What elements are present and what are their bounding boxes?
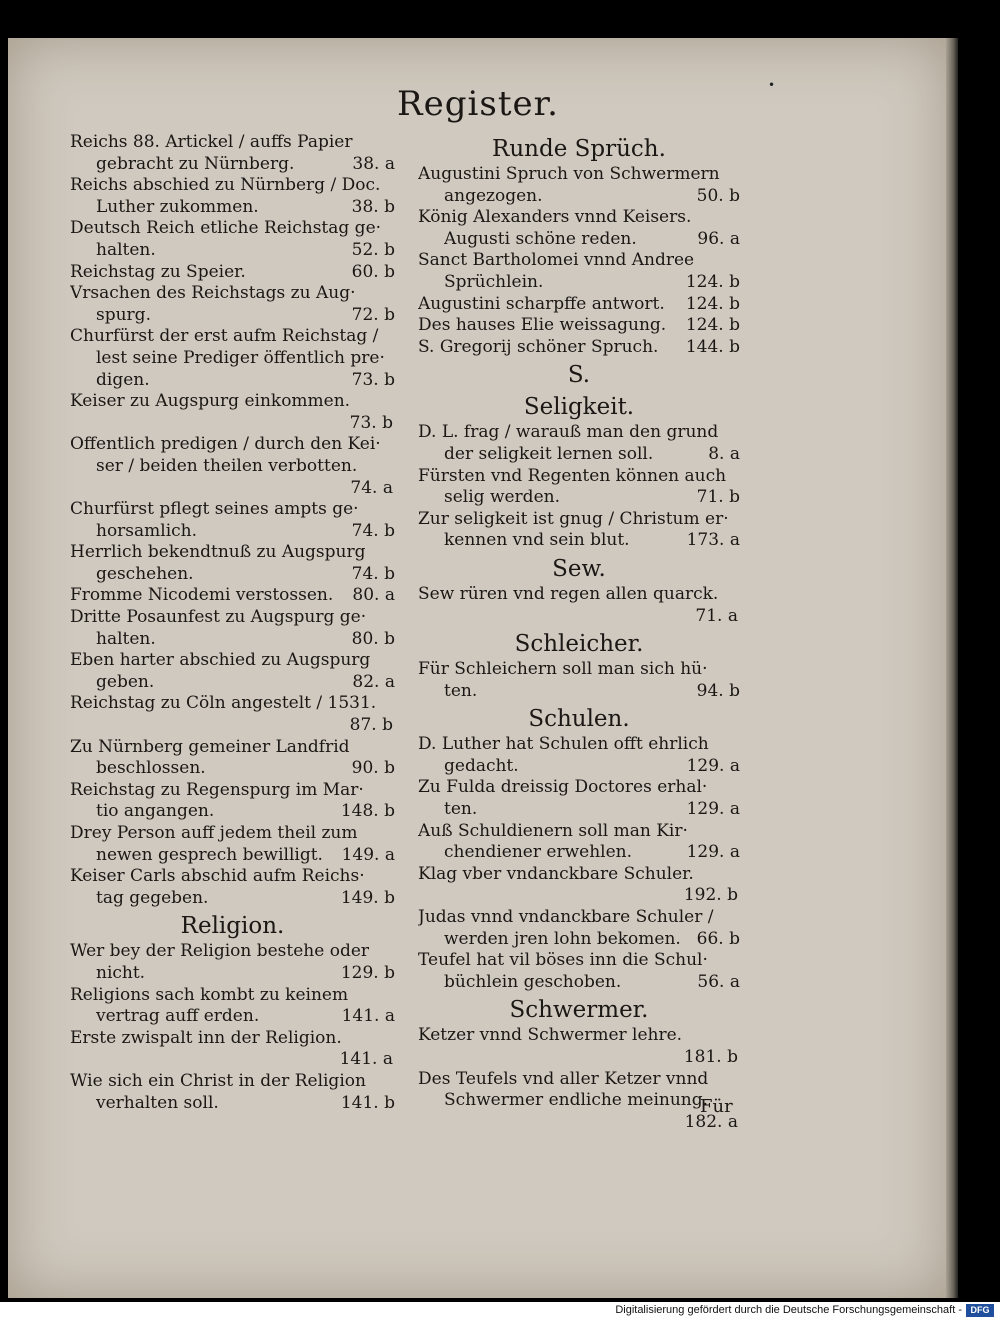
page-reference: 71. b — [696, 487, 740, 508]
register-entry — [418, 1025, 740, 1068]
entry-text: Sew rüren vnd regen allen quarck. — [418, 583, 719, 604]
register-entry — [70, 650, 395, 693]
page-reference: 80. a — [352, 585, 395, 606]
entry-text: König Alexanders vnnd Keisers. — [418, 207, 692, 228]
entry-line — [70, 585, 395, 607]
register-entry — [418, 821, 740, 864]
section-heading: Runde Sprüch. — [492, 136, 666, 162]
entry-line — [418, 229, 740, 251]
entry-line — [70, 370, 395, 392]
page-reference: 148. b — [340, 801, 395, 822]
entry-text: Reichstag zu Regenspurg im Mar· — [70, 779, 364, 800]
entry-text: Schwermer endliche meinung. — [444, 1090, 709, 1111]
entry-text: Herrlich bekendtnuß zu Augspurg — [70, 542, 366, 563]
page-reference: 96. a — [697, 228, 740, 249]
entry-line — [70, 1006, 395, 1028]
entry-text: Ketzer vnnd Schwermer lehre. — [418, 1025, 683, 1046]
entry-text: ten. — [444, 680, 478, 701]
entry-text: Drey Person auff jedem theil zum — [70, 823, 358, 843]
entry-text: spurg. — [96, 304, 151, 325]
entry-text: Religions sach kombt zu keinem — [70, 984, 349, 1005]
register-entry — [418, 250, 740, 293]
register-entry — [418, 509, 740, 552]
entry-text: tag gegeben. — [96, 887, 209, 908]
entry-line — [418, 842, 740, 864]
section-heading: Schleicher. — [514, 631, 644, 658]
register-entry — [70, 737, 395, 780]
register-entry — [70, 823, 395, 866]
page-reference: 94. b — [696, 680, 740, 701]
page-reference: 141. b — [340, 1092, 395, 1113]
register-entry — [418, 466, 740, 509]
register-entry — [418, 315, 740, 337]
page-title: Register. — [397, 84, 559, 124]
entry-text: Offentlich predigen / durch den Kei· — [70, 434, 381, 455]
register-entry — [70, 607, 395, 650]
page-reference: 129. b — [340, 962, 395, 983]
entry-text: gedacht. — [444, 755, 519, 776]
entry-line — [418, 337, 740, 359]
register-entry — [418, 734, 740, 777]
page-reference: 129. a — [686, 755, 740, 776]
page-reference: 192. b — [683, 885, 738, 906]
register-entry — [70, 262, 395, 284]
page-reference: 144. b — [685, 336, 740, 357]
page-reference: 60. b — [351, 261, 395, 282]
entry-text: Für Schleichern soll man sich hü· — [418, 659, 708, 680]
entry-text: Fürsten vnd Regenten können auch — [418, 465, 727, 486]
entry-text: kennen vnd sein blut. — [444, 530, 630, 551]
entry-text: Eben harter abschied zu Augspurg — [70, 650, 371, 671]
page-reference: 90. b — [351, 758, 395, 779]
entry-text: ser / beiden theilen verbotten. — [96, 455, 358, 476]
entry-text: Keiser Carls abschid aufm Reichs· — [70, 866, 365, 887]
entry-text: Sanct Bartholomei vnnd Andree — [418, 250, 695, 271]
entry-text: Reichs abschied zu Nürnberg / Doc. — [70, 175, 381, 196]
register-entry — [418, 1069, 740, 1134]
entry-line — [70, 758, 395, 780]
entry-line — [70, 888, 395, 910]
entry-text: Judas vnnd vndanckbare Schuler / — [418, 907, 714, 928]
page-reference: 181. b — [683, 1047, 738, 1067]
entry-line — [70, 564, 395, 586]
page-reference: 87. b — [349, 715, 393, 736]
page-reference: 149. b — [340, 887, 395, 908]
entry-text: Des hauses Elie weissagung. — [418, 315, 667, 336]
entry-text: Dritte Posaunfest zu Augspurg ge· — [70, 607, 367, 628]
entry-text: digen. — [96, 369, 150, 390]
entry-line — [418, 444, 740, 466]
register-entry — [70, 175, 395, 218]
entry-text: lest seine Prediger öffentlich pre· — [96, 347, 385, 368]
register-entry — [418, 907, 740, 950]
catchword: Für — [700, 1096, 733, 1117]
register-entry — [70, 499, 395, 542]
page-reference: 72. b — [351, 304, 395, 325]
entry-text: Sprüchlein. — [444, 271, 544, 292]
register-entry — [418, 950, 740, 993]
entry-text: horsamlich. — [96, 520, 198, 541]
entry-text: werden jren lohn bekomen. — [444, 928, 681, 949]
entry-line — [70, 963, 395, 985]
entry-text: D. L. frag / warauß man den grund — [418, 422, 719, 443]
entry-text: ten. — [444, 799, 478, 820]
entry-text: nicht. — [96, 962, 146, 983]
entry-text: Zu Fulda dreissig Doctores erhal· — [418, 777, 708, 798]
section-heading: Sew. — [552, 555, 606, 582]
register-column-right — [418, 132, 740, 1133]
section-heading: Schulen. — [528, 706, 630, 733]
register-entry — [70, 132, 395, 175]
entry-text: Reichs 88. Artickel / auffs Papier — [70, 132, 353, 152]
entry-text: chendiener erwehlen. — [444, 842, 632, 863]
entry-text: Keiser zu Augspurg einkommen. — [70, 391, 351, 412]
entry-line — [418, 272, 740, 294]
entry-line — [418, 756, 740, 778]
entry-line — [418, 530, 740, 552]
entry-text: Fromme Nicodemi verstossen. — [70, 585, 334, 606]
register-entry — [70, 434, 395, 499]
entry-text: Teufel hat vil böses inn die Schul· — [418, 950, 708, 971]
register-entry — [418, 584, 740, 627]
register-entry — [70, 985, 395, 1028]
entry-text: Klag vber vndanckbare Schuler. — [418, 863, 694, 884]
page-reference: 56. a — [697, 971, 740, 992]
entry-line — [70, 629, 395, 651]
digitization-footer — [0, 1302, 1000, 1320]
entry-text: Augustini Spruch von Schwermern — [418, 164, 720, 184]
register-entry — [70, 1071, 395, 1114]
entry-line — [418, 799, 740, 821]
entry-line — [70, 521, 395, 543]
entry-line — [70, 197, 395, 219]
register-entry — [418, 337, 740, 359]
entry-line — [418, 972, 740, 994]
page-reference: 74. a — [350, 477, 393, 498]
page-reference: 38. b — [351, 196, 395, 217]
entry-text: halten. — [96, 239, 156, 260]
entry-text: halten. — [96, 628, 156, 649]
page-mark: • — [768, 78, 776, 92]
register-entry — [418, 207, 740, 250]
register-entry — [70, 693, 395, 736]
page-reference: 80. b — [351, 628, 395, 649]
entry-line — [418, 929, 740, 951]
entry-text: Vrsachen des Reichstags zu Aug· — [70, 283, 356, 304]
register-entry — [418, 164, 740, 207]
entry-line — [70, 305, 395, 327]
entry-line — [70, 845, 395, 867]
page-reference: 74. b — [351, 563, 395, 584]
page-reference: 71. a — [695, 605, 738, 626]
entry-text: beschlossen. — [96, 758, 206, 779]
page-reference: 73. b — [349, 412, 393, 433]
register-entry — [70, 218, 395, 261]
entry-text: Zu Nürnberg gemeiner Landfrid — [70, 736, 350, 757]
page-reference: 38. a — [352, 153, 395, 174]
register-entry — [418, 777, 740, 820]
page-reference: 173. a — [686, 530, 740, 551]
register-entry — [70, 941, 395, 984]
entry-text: selig werden. — [444, 487, 560, 508]
entry-text: Reichstag zu Cöln angestelt / 1531. — [70, 693, 377, 714]
section-heading: Schwermer. — [509, 997, 649, 1024]
entry-text: Des Teufels vnd aller Ketzer vnnd — [418, 1068, 709, 1089]
register-entry — [70, 326, 395, 391]
entry-text: geschehen. — [96, 563, 194, 584]
entry-line — [418, 186, 740, 208]
page-reference: 52. b — [351, 239, 395, 260]
page-reference: 124. b — [685, 271, 740, 292]
entry-line — [418, 294, 740, 316]
entry-line — [418, 487, 740, 509]
entry-text: verhalten soll. — [96, 1092, 219, 1113]
entry-line — [70, 672, 395, 694]
register-entry — [70, 780, 395, 823]
entry-text: newen gesprech bewilligt. — [96, 844, 323, 865]
entry-text: tio angangen. — [96, 801, 215, 822]
entry-line — [70, 154, 395, 176]
register-column-left — [70, 132, 395, 1114]
register-entry — [70, 391, 395, 434]
entry-text: Augustini scharpffe antwort. — [418, 293, 665, 314]
register-entry — [70, 542, 395, 585]
entry-text: Erste zwispalt inn der Religion. — [70, 1027, 342, 1048]
entry-text: vertrag auff erden. — [96, 1006, 260, 1027]
register-entry — [70, 866, 395, 909]
section-heading: Seligkeit. — [523, 394, 635, 421]
page-reference: 50. b — [696, 185, 740, 206]
register-entry — [418, 422, 740, 465]
entry-line — [418, 315, 740, 337]
page-reference: 124. b — [685, 315, 740, 336]
section-heading: S. — [567, 362, 591, 389]
entry-text: Wer bey der Religion bestehe oder — [70, 941, 370, 962]
register-entry — [70, 283, 395, 326]
entry-text: Zur seligkeit ist gnug / Christum er· — [418, 508, 729, 529]
page-reference: 124. b — [685, 293, 740, 314]
page-reference: 8. a — [708, 443, 740, 464]
entry-line — [70, 1093, 395, 1115]
entry-text: Churfürst der erst aufm Reichstag / — [70, 326, 379, 347]
entry-text: S. Gregorij schöner Spruch. — [418, 336, 659, 357]
dfg-logo: DFG — [966, 1304, 994, 1317]
page-reference: 82. a — [352, 671, 395, 692]
page-reference: 73. b — [351, 369, 395, 390]
page-edge — [946, 38, 958, 1298]
entry-text: Wie sich ein Christ in der Religion — [70, 1070, 366, 1091]
page-reference: 149. a — [341, 844, 395, 865]
register-entry — [418, 294, 740, 316]
entry-line — [70, 262, 395, 284]
page-reference: 66. b — [696, 928, 740, 949]
page-reference: 129. a — [686, 799, 740, 820]
page-reference: 182. a — [684, 1111, 738, 1132]
page-reference: 129. a — [686, 842, 740, 863]
section-heading: Religion. — [180, 913, 285, 940]
entry-text: angezogen. — [444, 185, 543, 206]
entry-text: Auß Schuldienern soll man Kir· — [418, 820, 688, 841]
register-entry — [418, 659, 740, 702]
entry-text: Deutsch Reich etliche Reichstag ge· — [70, 218, 382, 239]
entry-text: geben. — [96, 671, 155, 692]
register-entry — [70, 1028, 395, 1071]
entry-line — [70, 801, 395, 823]
footer-credit: Digitalisierung gefördert durch die Deutsche Forschungsgemeinschaft - — [615, 1304, 962, 1316]
page-reference: 141. a — [341, 1006, 395, 1027]
register-entry — [70, 585, 395, 607]
entry-text: der seligkeit lernen soll. — [444, 443, 654, 464]
entry-line — [418, 681, 740, 703]
entry-text: Luther zukommen. — [96, 196, 259, 217]
page-reference: 74. b — [351, 520, 395, 541]
register-entry — [418, 864, 740, 907]
entry-text: gebracht zu Nürnberg. — [96, 153, 295, 174]
entry-text: Augusti schöne reden. — [444, 228, 637, 249]
page-reference: 141. a — [339, 1049, 393, 1070]
entry-text: büchlein geschoben. — [444, 971, 622, 992]
entry-text: Reichstag zu Speier. — [70, 261, 246, 282]
entry-text: Churfürst pflegt seines ampts ge· — [70, 499, 359, 520]
entry-line — [70, 240, 395, 262]
entry-text: D. Luther hat Schulen offt ehrlich — [418, 734, 709, 755]
